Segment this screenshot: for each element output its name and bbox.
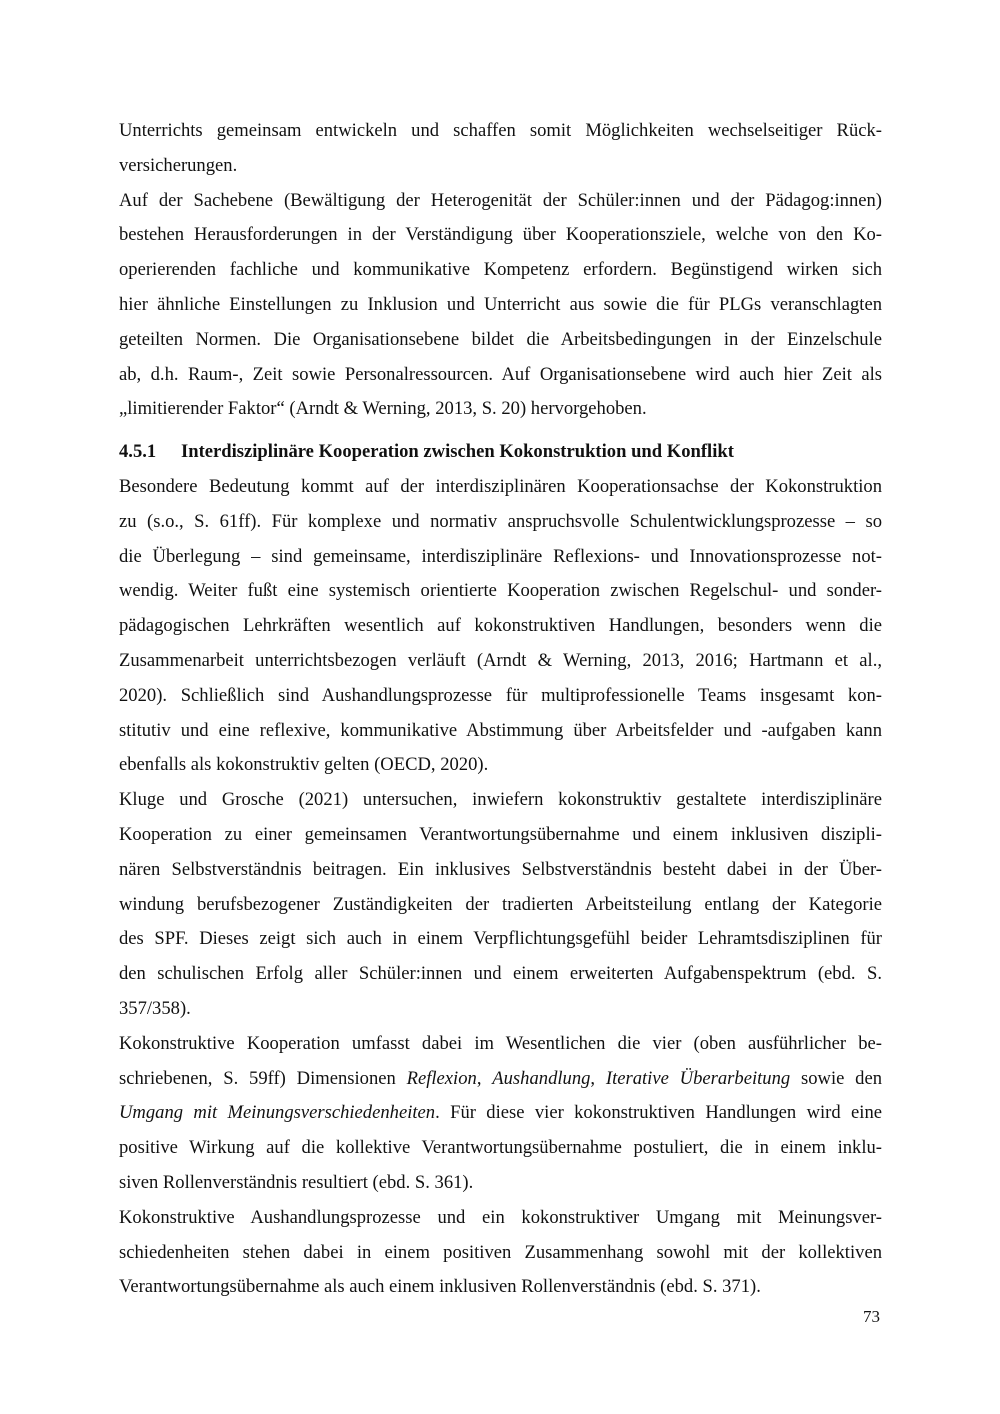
text-line [119, 1236, 882, 1271]
text-line [119, 358, 882, 393]
text-line [119, 1062, 882, 1097]
text-line [119, 149, 882, 184]
text-segment: , [590, 1067, 606, 1089]
text-segment: . Für diese vier kokonstruktiven Handlungen wird eine [435, 1102, 882, 1124]
text-line [119, 853, 882, 888]
text-segment: hier ähnliche Einstellungen zu Inklusion und Unterricht aus sowie die für PLGs veranschlagten [119, 293, 882, 315]
section-number: 4.5.1 [119, 441, 157, 463]
section-heading [119, 435, 882, 470]
text-segment: operierenden fachliche und kommunikative Kompetenz erfordern. Begünstigend wirken sich [119, 259, 882, 281]
text-segment: schriebenen, S. 59ff) Dimensionen [119, 1067, 407, 1089]
text-line [119, 470, 882, 505]
text-line [119, 184, 882, 219]
italic-term: Reflexion [406, 1067, 477, 1089]
text-line [119, 540, 882, 575]
text-line [119, 888, 882, 923]
text-segment: die Überlegung – sind gemeinsame, interdisziplinäre Reflexions- und Innovationsprozesse not- [119, 545, 882, 567]
text-line [119, 748, 882, 783]
text-line [119, 1201, 882, 1236]
text-segment: wendig. Weiter fußt eine systemisch orientierte Kooperation zwischen Regelschul- und sonder- [119, 580, 882, 602]
text-segment: Kokonstruktive Aushandlungsprozesse und ein kokonstruktiver Umgang mit Meinungsver- [119, 1206, 882, 1228]
text-line [119, 783, 882, 818]
text-line [119, 818, 882, 853]
text-line [119, 1027, 882, 1062]
text-segment: Unterrichts gemeinsam entwickeln und schaffen somit Möglichkeiten wechselseitiger Rück- [119, 120, 882, 141]
text-segment: 2020). Schließlich sind Aushandlungsprozesse für multiprofessionelle Teams insgesamt kon- [119, 684, 882, 706]
text-line [119, 1270, 882, 1305]
text-segment: schiedenheiten stehen dabei in einem positiven Zusammenhang sowohl mit der kollektiven [119, 1241, 882, 1263]
text-segment: pädagogischen Lehrkräften wesentlich auf kokonstruktiven Handlungen, besonders wenn die [119, 615, 882, 637]
text-segment: Kluge und Grosche (2021) untersuchen, inwiefern kokonstruktiv gestaltete interdisziplinäre [119, 789, 882, 811]
text-line [119, 218, 882, 253]
text-line [119, 574, 882, 609]
text-segment: nären Selbstverständnis beitragen. Ein inklusives Selbstverständnis besteht dabei in der Über- [119, 858, 882, 880]
text-segment: des SPF. Dieses zeigt sich auch in einem Verpflichtungsgefühl beider Lehramtsdisziplinen für [119, 928, 882, 950]
text-line [119, 644, 882, 679]
text-segment: „limitierender Faktor“ (Arndt & Werning, 2013, S. 20) hervorgehoben. [119, 398, 647, 420]
text-segment: ebenfalls als kokonstruktiv gelten (OECD, 2020). [119, 754, 489, 776]
text-segment: siven Rollenverständnis resultiert (ebd. S. 361). [119, 1171, 474, 1193]
text-segment: versicherungen. [119, 154, 238, 176]
text-line [119, 1131, 882, 1166]
text-segment: positive Wirkung auf die kollektive Verantwortungsübernahme postuliert, die in einem inklu- [119, 1137, 882, 1159]
text-segment: den schulischen Erfolg aller Schüler:innen und einem erweiterten Aufgabenspektrum (ebd. S. [119, 963, 882, 985]
text-line [119, 1166, 882, 1201]
text-line [119, 288, 882, 323]
text-segment: Zusammenarbeit unterrichtsbezogen verläuft (Arndt & Werning, 2013, 2016; Hartmann et al., [119, 649, 882, 671]
text-segment: Auf der Sachebene (Bewältigung der Heterogenität der Schüler:innen und der Pädagog:innen) [119, 189, 882, 211]
text-line [119, 323, 882, 358]
text-line [119, 992, 882, 1027]
text-segment: zu (s.o., S. 61ff). Für komplexe und normativ anspruchsvolle Schulentwicklungsprozesse – so [119, 510, 882, 532]
text-line [119, 609, 882, 644]
paragraphs-before-heading [119, 114, 882, 427]
section-title: Interdisziplinäre Kooperation zwischen Kokonstruktion und Konflikt [181, 441, 734, 463]
text-line [119, 114, 882, 149]
text-line [119, 922, 882, 957]
text-segment: stitutiv und eine reflexive, kommunikative Abstimmung über Arbeitsfelder und -aufgaben kann [119, 719, 882, 741]
text-segment: windung berufsbezogener Zuständigkeiten der tradierten Arbeitsteilung entlang der Kategorie [119, 893, 882, 915]
text-segment: ab, d.h. Raum-, Zeit sowie Personalressourcen. Auf Organisationsebene wird auch hier Zeit als [119, 363, 882, 385]
text-segment: Kokonstruktive Kooperation umfasst dabei im Wesentlichen die vier (oben ausführlicher be- [119, 1032, 882, 1054]
text-segment: , [476, 1067, 493, 1089]
text-line [119, 1096, 882, 1131]
text-line [119, 679, 882, 714]
text-segment: sowie den [790, 1067, 882, 1089]
paragraphs-after-heading [119, 470, 882, 1305]
page-number: 73 [863, 1307, 880, 1326]
text-line [119, 505, 882, 540]
text-line [119, 253, 882, 288]
italic-term: Iterative Überarbeitung [605, 1067, 791, 1089]
text-line [119, 957, 882, 992]
text-segment: bestehen Herausforderungen in der Verständigung über Kooperationsziele, welche von den Ko- [119, 224, 882, 246]
text-segment: Verantwortungsübernahme als auch einem inklusiven Rollenverständnis (ebd. S. 371). [119, 1276, 761, 1298]
italic-term: Umgang mit Meinungsverschiedenheiten [119, 1102, 436, 1124]
text-line [119, 714, 882, 749]
italic-term: Aushandlung [492, 1067, 591, 1089]
text-line [119, 392, 882, 427]
text-segment: 357/358). [119, 997, 191, 1019]
text-segment: Besondere Bedeutung kommt auf der interdisziplinären Kooperationsachse der Kokonstruktion [119, 475, 882, 497]
body-text [119, 114, 882, 1305]
text-segment: geteilten Normen. Die Organisationsebene bildet die Arbeitsbedingungen in der Einzelschule [119, 328, 882, 350]
text-segment: Kooperation zu einer gemeinsamen Verantwortungsübernahme und einem inklusiven diszipli- [119, 823, 882, 845]
